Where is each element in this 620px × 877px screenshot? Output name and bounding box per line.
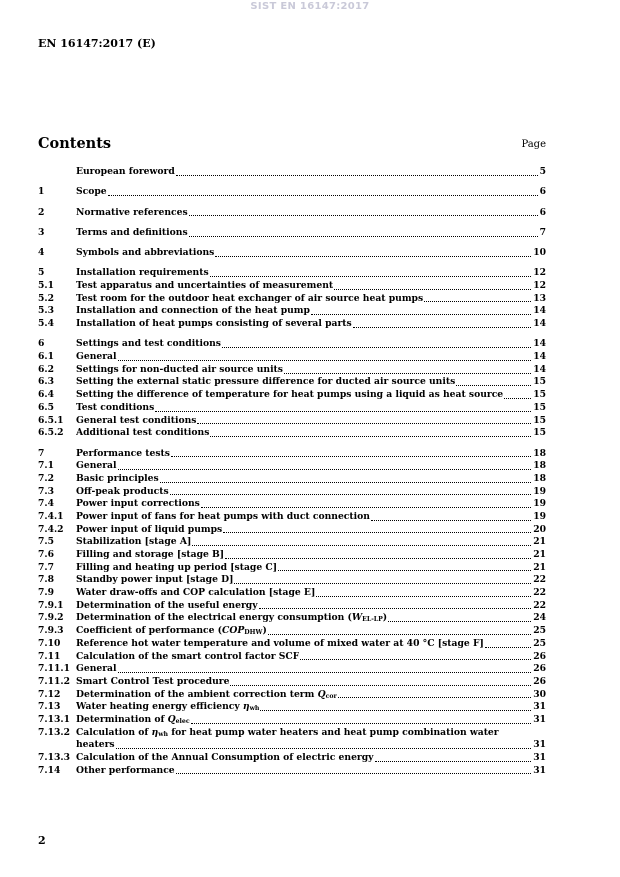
- toc-leader-dots: [334, 289, 531, 290]
- toc-entry-page: 31: [533, 764, 546, 776]
- toc-entry-text: Scope: [76, 186, 107, 198]
- toc-leader-dots: [485, 647, 531, 648]
- toc-entry-number: 7.1: [38, 460, 54, 472]
- toc-entry-page: 19: [533, 485, 546, 497]
- contents-title: Contents: [38, 135, 112, 152]
- toc-entry[interactable]: [38, 549, 546, 562]
- toc-entry-number: 2: [38, 206, 45, 218]
- toc-entry[interactable]: [38, 364, 546, 377]
- toc-entry[interactable]: [38, 701, 546, 714]
- toc-entry-number: 7.7: [38, 561, 54, 573]
- toc-entry-number: 7.9.1: [38, 599, 64, 611]
- toc-entry-page: 12: [533, 280, 546, 292]
- toc-entry-title: [76, 207, 188, 220]
- toc-entry-title: [76, 305, 310, 318]
- toc-entry[interactable]: [38, 293, 546, 306]
- toc-entry-number: 6.2: [38, 363, 54, 375]
- toc-leader-dots: [201, 507, 531, 508]
- toc-entry[interactable]: [38, 338, 546, 351]
- toc-entry-page: 15: [533, 414, 546, 426]
- toc-leader-dots: [118, 360, 532, 361]
- toc-entry-page: 22: [533, 599, 546, 611]
- toc-entry-number: 3: [38, 226, 45, 238]
- toc-entry-title: [76, 427, 209, 440]
- toc-entry-text: Determination of: [76, 713, 168, 725]
- toc-entry-title: [76, 536, 191, 549]
- toc-entry-number: 7.12: [38, 688, 61, 700]
- toc-entry[interactable]: [38, 351, 546, 364]
- toc-entry-page: 15: [533, 389, 546, 401]
- toc-entry[interactable]: [38, 689, 546, 702]
- toc-entry-title: [76, 402, 154, 415]
- toc-entry-number: 7.4.1: [38, 510, 64, 522]
- toc-entry-text: Setting the difference of temperature for heat pumps using a liquid as heat source: [76, 389, 504, 401]
- toc-entry-text: Installation requirements: [76, 267, 209, 279]
- toc-entry-page: 26: [533, 675, 546, 687]
- toc-entry-text: Test room for the outdoor heat exchanger of air source heat pumps: [76, 292, 424, 304]
- toc-entry-page: 13: [533, 292, 546, 304]
- toc-leader-dots: [388, 621, 531, 622]
- toc-entry-text: Smart Control Test procedure: [76, 675, 230, 687]
- toc-leader-dots: [116, 748, 532, 749]
- toc-entry[interactable]: [38, 227, 546, 240]
- toc-entry-number: 7.8: [38, 574, 54, 586]
- toc-entry-page: 26: [533, 663, 546, 675]
- toc-entry-page: 6: [539, 186, 546, 198]
- toc-leader-dots: [171, 456, 531, 457]
- toc-leader-dots: [311, 314, 531, 315]
- toc-entry-page: 18: [533, 460, 546, 472]
- toc-entry[interactable]: [38, 676, 546, 689]
- toc-entry-number: 7.13.3: [38, 752, 70, 764]
- toc-leader-dots: [170, 494, 532, 495]
- toc-entry-page: 26: [533, 650, 546, 662]
- toc-entry-text: General: [76, 460, 117, 472]
- toc-entry[interactable]: [38, 587, 546, 600]
- toc-entry[interactable]: [38, 267, 546, 280]
- toc-leader-dots: [191, 723, 532, 724]
- toc-leader-dots: [189, 236, 538, 237]
- toc-leader-dots: [108, 195, 538, 196]
- toc-entry-number: 7.13: [38, 701, 61, 713]
- toc-leader-dots: [155, 411, 531, 412]
- toc-entry[interactable]: [38, 377, 546, 390]
- toc-entry[interactable]: [38, 473, 546, 486]
- toc-entry-page: 21: [533, 536, 546, 548]
- toc-entry-title: [76, 351, 117, 364]
- toc-leader-dots: [338, 697, 531, 698]
- toc-entry-symbol: η: [242, 701, 250, 713]
- toc-entry-page: 6: [539, 206, 546, 218]
- toc-entry-number: 7.4.2: [38, 523, 64, 535]
- toc-leader-dots: [230, 685, 531, 686]
- toc-entry-title: [76, 473, 159, 486]
- toc-leader-dots: [210, 276, 532, 277]
- toc-entry-text: Calculation of: [76, 726, 152, 738]
- toc-entry[interactable]: [38, 739, 546, 752]
- toc-entry-number: 6.1: [38, 351, 54, 363]
- toc-entry-text: Filling and heating up period [stage C]: [76, 561, 278, 573]
- toc-entry-title: [76, 625, 267, 638]
- toc-entry-page: 25: [533, 625, 546, 637]
- toc-entry[interactable]: [38, 402, 546, 415]
- toc-entry-title: [76, 663, 117, 676]
- toc-entry-text: Installation of heat pumps consisting of several parts: [76, 318, 352, 330]
- toc-entry-text: Normative references: [76, 206, 188, 218]
- toc-leader-dots: [268, 634, 531, 635]
- toc-entry-number: 7.5: [38, 536, 54, 548]
- toc-entry-page: 31: [533, 752, 546, 764]
- standard-id: EN 16147:2017 (E): [38, 37, 156, 50]
- toc-entry[interactable]: [38, 486, 546, 499]
- toc-entry[interactable]: [38, 280, 546, 293]
- toc-leader-dots: [316, 596, 531, 597]
- toc-entry-text: Basic principles: [76, 472, 159, 484]
- toc-entry-page: 10: [533, 247, 546, 259]
- toc-entry-subscript: elec: [175, 717, 190, 725]
- toc-leader-dots: [456, 385, 531, 386]
- toc-entry-title: [76, 376, 455, 389]
- watermark: SIST EN 16147:2017: [250, 1, 370, 12]
- toc-entry-text: General: [76, 663, 117, 675]
- toc-entry-text-after: ): [382, 612, 388, 624]
- toc-entry-page: 21: [533, 561, 546, 573]
- toc-entry[interactable]: [38, 574, 546, 587]
- toc-leader-dots: [353, 327, 531, 328]
- toc-entry-number: 7.2: [38, 472, 54, 484]
- toc-leader-dots: [278, 570, 531, 571]
- toc-entry[interactable]: [38, 247, 546, 260]
- toc-entry[interactable]: [38, 638, 546, 651]
- toc-entry-number: 7.14: [38, 764, 61, 776]
- toc-entry-number: 6.5.1: [38, 414, 64, 426]
- toc-entry-page: 5: [539, 165, 546, 177]
- toc-entry-page: 22: [533, 574, 546, 586]
- toc-leader-dots: [176, 175, 538, 176]
- toc-entry[interactable]: [38, 415, 546, 428]
- toc-entry-page: 19: [533, 498, 546, 510]
- toc-entry-text: Power input corrections: [76, 498, 200, 510]
- toc-entry-page: 19: [533, 510, 546, 522]
- toc-entry-text: Additional test conditions: [76, 427, 210, 439]
- toc-entry-number: 5: [38, 267, 45, 279]
- toc-entry-text: Other performance: [76, 764, 175, 776]
- toc-entry-title: [76, 752, 374, 765]
- toc-entry-text: Coefficient of performance (: [76, 625, 223, 637]
- toc-entry-number: 7.11.2: [38, 675, 70, 687]
- toc-entry-title: [76, 714, 190, 727]
- toc-entry-subscript: wh: [249, 705, 260, 713]
- toc-entry[interactable]: [38, 186, 546, 199]
- toc-entry-number: 6: [38, 338, 45, 350]
- toc-leader-dots: [222, 347, 531, 348]
- toc-entry-page: 14: [533, 351, 546, 363]
- toc-entry-page: 15: [533, 376, 546, 388]
- toc-entry-number: 6.3: [38, 376, 54, 388]
- toc-entry-title: [76, 524, 222, 537]
- toc-entry-title: [76, 689, 337, 702]
- toc-entry-title: [76, 727, 499, 740]
- toc-entry-title: [76, 498, 200, 511]
- toc-entry-page: 18: [533, 447, 546, 459]
- toc-entry-text: General: [76, 351, 117, 363]
- toc-entry[interactable]: [38, 389, 546, 402]
- toc-entry-text: Settings for non-ducted air source units: [76, 363, 283, 375]
- page-number: 2: [38, 834, 46, 847]
- toc-entry-number: 7.6: [38, 549, 54, 561]
- toc-entry-page: 20: [533, 523, 546, 535]
- toc-entry-page: 15: [533, 401, 546, 413]
- toc-entry-page: 7: [539, 226, 546, 238]
- toc-entry-text: Standby power input [stage D]: [76, 574, 234, 586]
- toc-entry-title: [76, 389, 503, 402]
- toc-leader-dots: [259, 608, 532, 609]
- toc-entry-page: 18: [533, 472, 546, 484]
- toc-entry-title: [76, 574, 233, 587]
- page-column-label: Page: [521, 139, 546, 150]
- toc-leader-dots: [176, 773, 532, 774]
- toc-entry[interactable]: [38, 536, 546, 549]
- toc-leader-dots: [260, 710, 531, 711]
- toc-entry-text: Off-peak products: [76, 485, 169, 497]
- toc-entry-number: 7.10: [38, 637, 61, 649]
- toc-leader-dots: [118, 469, 532, 470]
- toc-entry[interactable]: [38, 765, 546, 778]
- toc-leader-dots: [375, 761, 532, 762]
- toc-entry-title: [76, 247, 214, 260]
- toc-entry-number: 1: [38, 186, 45, 198]
- toc-entry-number: 7.11: [38, 650, 61, 662]
- toc-entry[interactable]: [38, 651, 546, 664]
- toc-entry[interactable]: [38, 166, 546, 179]
- toc-entry-page: 12: [533, 267, 546, 279]
- toc-entry-number: 5.2: [38, 292, 54, 304]
- toc-entry-number: 4: [38, 247, 45, 259]
- toc-entry-title: [76, 701, 259, 714]
- toc-entry-title: [76, 415, 196, 428]
- toc-entry-page: 14: [533, 363, 546, 375]
- toc-entry-title: [76, 651, 299, 664]
- toc-entry[interactable]: [38, 600, 546, 613]
- toc-entry-subscript: wh: [158, 730, 169, 738]
- toc-leader-dots: [371, 520, 531, 521]
- toc-entry[interactable]: [38, 305, 546, 318]
- toc-entry-text: Test conditions: [76, 401, 155, 413]
- toc-leader-dots: [284, 373, 531, 374]
- toc-entry-text: Installation and connection of the heat pump: [76, 305, 310, 317]
- toc-entry-text: European foreword: [76, 165, 175, 177]
- toc-leader-dots: [300, 659, 531, 660]
- toc-entry-title: [76, 549, 224, 562]
- toc-entry-title: [76, 587, 315, 600]
- toc-entry[interactable]: [38, 562, 546, 575]
- toc-entry-number: 6.5.2: [38, 427, 64, 439]
- toc-entry-number: 7.13.2: [38, 726, 70, 738]
- toc-entry-symbol: Q: [167, 713, 176, 725]
- toc-entry-text: Terms and definitions: [76, 226, 188, 238]
- toc-entry-page: 21: [533, 549, 546, 561]
- toc-entry-text: Performance tests: [76, 447, 170, 459]
- toc-entry-number: 7.13.1: [38, 713, 70, 725]
- toc-entry-text: Filling and storage [stage B]: [76, 549, 225, 561]
- toc-entry-page: 30: [533, 688, 546, 700]
- toc-entry-number: 5.4: [38, 318, 54, 330]
- toc-entry-number: 7: [38, 447, 45, 459]
- toc-entry-number: 5.1: [38, 280, 54, 292]
- toc-entry[interactable]: [38, 524, 546, 537]
- toc-leader-dots: [189, 215, 538, 216]
- toc-leader-dots: [504, 398, 531, 399]
- toc-entry-page: 25: [533, 637, 546, 649]
- toc-entry-number: 7.9.3: [38, 625, 64, 637]
- toc-entry[interactable]: [38, 448, 546, 461]
- toc-entry-text: heaters: [76, 739, 115, 751]
- toc-entry-number: 7.9: [38, 587, 54, 599]
- toc-entry-number: 7.3: [38, 485, 54, 497]
- toc-entry-text: Stabilization [stage A]: [76, 536, 192, 548]
- toc-leader-dots: [160, 482, 532, 483]
- toc-entry-text: General test conditions: [76, 414, 197, 426]
- toc-entry[interactable]: [38, 318, 546, 331]
- toc-entry[interactable]: [38, 427, 546, 440]
- toc-entry-text: Determination of the useful energy: [76, 599, 258, 611]
- toc-entry-text: Power input of liquid pumps: [76, 523, 223, 535]
- toc-leader-dots: [234, 583, 531, 584]
- toc-entry-number: 6.4: [38, 389, 54, 401]
- toc-entry-title: [76, 448, 170, 461]
- toc-entry[interactable]: [38, 612, 546, 625]
- toc-entry-subscript: cor: [325, 692, 337, 700]
- toc-entry-title: [76, 364, 283, 377]
- toc-entry-title: [76, 562, 277, 575]
- toc-entry-text: Water draw-offs and COP calculation [stage E]: [76, 587, 316, 599]
- toc-entry[interactable]: [38, 752, 546, 765]
- toc-entry-title: [76, 739, 115, 752]
- toc-entry-text: Calculation of the smart control factor SCF: [76, 650, 300, 662]
- toc-leader-dots: [197, 423, 531, 424]
- toc-entry-text: Water heating energy efficiency: [76, 701, 243, 713]
- toc-entry-text-after: ): [262, 625, 267, 637]
- toc-entry-text: Setting the external static pressure difference for ducted air source units: [76, 376, 456, 388]
- toc-entry-page: 14: [533, 338, 546, 350]
- toc-entry-subscript: EL-LP: [362, 616, 383, 624]
- toc-entry-number: 7.4: [38, 498, 54, 510]
- toc-entry-number: 6.5: [38, 401, 54, 413]
- toc-leader-dots: [223, 532, 531, 533]
- toc-entry-title: [76, 338, 221, 351]
- toc-entry-text: Symbols and abbreviations: [76, 247, 215, 259]
- toc-entry-title: [76, 486, 169, 499]
- toc-entry-symbol: η: [151, 726, 159, 738]
- toc-leader-dots: [215, 256, 531, 257]
- toc-entry-number: 7.9.2: [38, 612, 64, 624]
- toc-entry-title: [76, 612, 387, 625]
- toc-entry-title: [76, 267, 209, 280]
- toc-leader-dots: [424, 301, 531, 302]
- toc-leader-dots: [210, 436, 531, 437]
- toc-entry-title: [76, 186, 107, 199]
- toc-entry-page: 15: [533, 427, 546, 439]
- toc-entry-page: 22: [533, 587, 546, 599]
- toc-leader-dots: [118, 672, 532, 673]
- toc-entry[interactable]: [38, 625, 546, 638]
- toc-entry-title: [76, 166, 175, 179]
- toc-entry-title: [76, 765, 175, 778]
- toc-entry-text: Determination of the ambient correction term: [76, 688, 318, 700]
- toc-entry-title: [76, 460, 117, 473]
- toc-leader-dots: [192, 545, 531, 546]
- toc-entry-subscript: DHW: [244, 629, 263, 637]
- toc-entry-page: 14: [533, 318, 546, 330]
- toc-entry-number: 7.11.1: [38, 663, 70, 675]
- toc-entry-text: Power input of fans for heat pumps with duct connection: [76, 510, 370, 522]
- toc-entry-text: Reference hot water temperature and volume of mixed water at 40 °C [stage F]: [76, 637, 484, 649]
- toc-entry-title: [76, 676, 229, 689]
- toc-entry-page: 14: [533, 305, 546, 317]
- toc-entry-page: 31: [533, 739, 546, 751]
- toc-entry[interactable]: [38, 511, 546, 524]
- toc-entry-text: Calculation of the Annual Consumption of electric energy: [76, 752, 374, 764]
- toc-entry-text: Determination of the electrical energy consumption (: [76, 612, 352, 624]
- toc-entry-title: [76, 293, 423, 306]
- toc-entry-title: [76, 638, 484, 651]
- table-of-contents: [38, 166, 546, 777]
- toc-entry-page: 24: [533, 612, 546, 624]
- toc-entry-symbol: COP: [222, 625, 245, 637]
- toc-entry-page: 31: [533, 701, 546, 713]
- toc-entry-title: [76, 280, 333, 293]
- toc-entry-title: [76, 227, 188, 240]
- toc-entry[interactable]: [38, 714, 546, 727]
- toc-entry[interactable]: [38, 460, 546, 473]
- toc-entry[interactable]: [38, 207, 546, 220]
- toc-entry-text-after: for heat pump water heaters and heat pump combination water: [168, 726, 499, 738]
- toc-entry-text: Test apparatus and uncertainties of measurement: [76, 280, 334, 292]
- toc-entry-symbol: Q: [317, 688, 326, 700]
- toc-entry-text: Settings and test conditions: [76, 338, 221, 350]
- toc-entry-symbol: W: [351, 612, 363, 624]
- toc-entry-page: 31: [533, 713, 546, 725]
- toc-entry-title: [76, 318, 352, 331]
- toc-entry-title: [76, 600, 258, 613]
- toc-entry-number: 5.3: [38, 305, 54, 317]
- toc-entry[interactable]: [38, 663, 546, 676]
- toc-entry[interactable]: [38, 498, 546, 511]
- toc-leader-dots: [225, 558, 531, 559]
- toc-entry-title: [76, 511, 370, 524]
- toc-entry[interactable]: [38, 727, 546, 740]
